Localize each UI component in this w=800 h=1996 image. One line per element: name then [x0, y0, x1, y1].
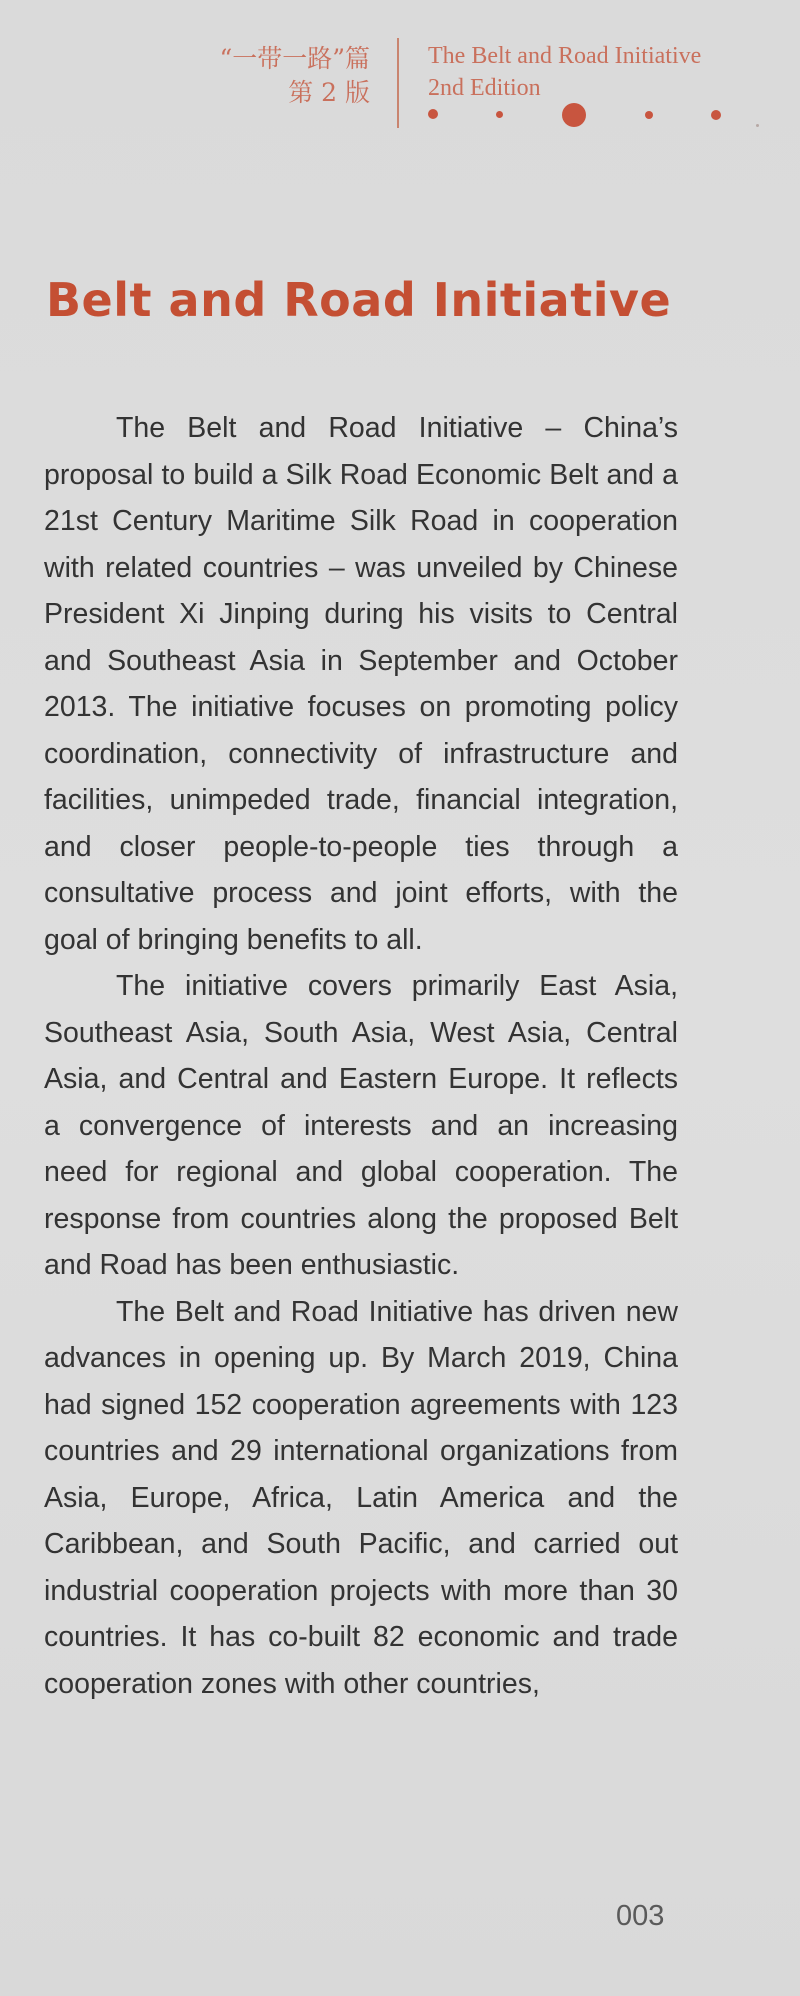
- paragraph: The initiative covers primarily East Asia, Southeast Asia, South Asia, West Asia, Central Asia, and Central and Eastern Europe. It reflects a convergence of interests and an increasing need for regional and global cooperation. The response from countries along the proposed Belt and Road has been enthusiastic.: [44, 970, 678, 1281]
- paragraph: The Belt and Road Initiative has driven new advances in opening up. By March 2019, China had signed 152 cooperation agreements with 123 countries and 29 international organizations from Asia, Europe, Africa, Latin America and the Caribbean, and South Pacific, and carried out industrial cooperation projects with more than 30 countries. It has co-built 82 economic and trade cooperation zones with other countries,: [44, 1295, 678, 1700]
- chinese-edition-line: 第 2 版: [288, 78, 370, 107]
- decorative-dots: [0, 0, 800, 140]
- page-number: 003: [616, 1900, 665, 1932]
- dot-icon: [496, 111, 503, 118]
- article-body: [44, 405, 678, 1707]
- dot-icon: [428, 109, 438, 119]
- english-edition-line: 2nd Edition: [428, 75, 541, 101]
- large-dot-icon: [562, 103, 586, 127]
- dot-icon: [711, 110, 721, 120]
- chinese-title-line: “一带一路”篇: [219, 44, 370, 73]
- article-title: Belt and Road Initiative: [46, 273, 672, 327]
- english-title-line: The Belt and Road Initiative: [428, 43, 702, 69]
- speck-icon: [756, 124, 759, 127]
- dot-icon: [645, 111, 653, 119]
- running-header: [0, 0, 800, 140]
- paragraph: The Belt and Road Initiative – China’s proposal to build a Silk Road Economic Belt and a 21st Century Maritime Silk Road in cooperation with related countries – was unveiled by Chinese President Xi Jinping during his visits to Central and Southeast Asia in September and October 2013. The initiative focuses on promoting policy coordination, connectivity of infrastructure and facilities, unimpeded trade, financial integration, and closer people-to-people ties through a consultative process and joint efforts, with the goal of bringing benefits to all.: [44, 412, 678, 956]
